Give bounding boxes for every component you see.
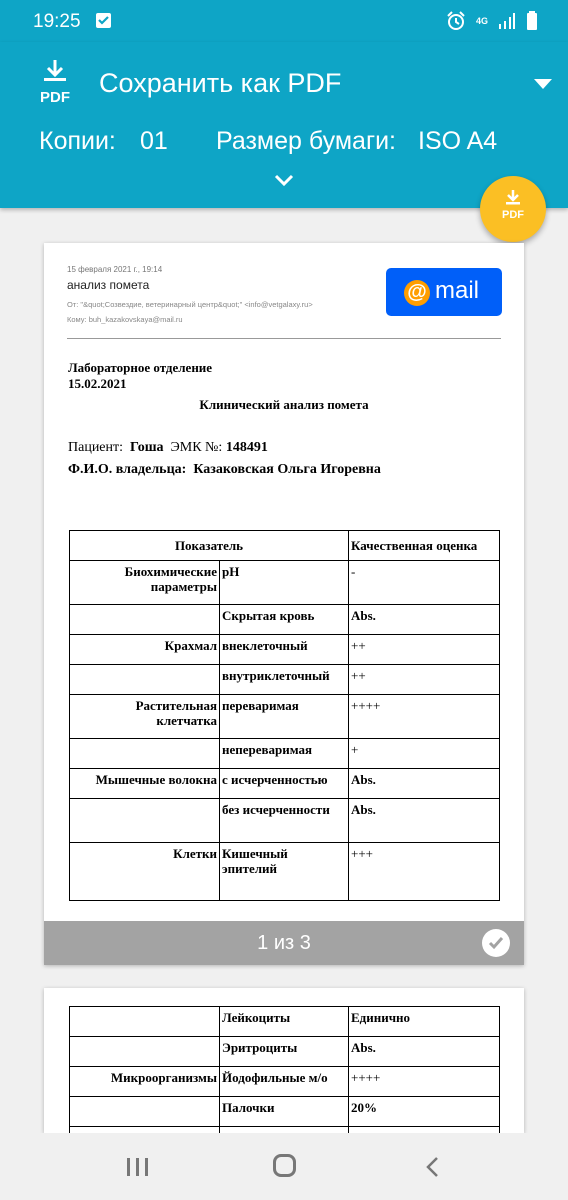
table-cell: внеклеточный bbox=[220, 635, 349, 665]
table-cell bbox=[70, 1037, 220, 1067]
paper-size-label: Размер бумаги: bbox=[216, 127, 396, 155]
download-icon bbox=[501, 190, 525, 210]
table-cell: Лейкоциты bbox=[220, 1007, 349, 1037]
table-cell: Микроорганизмы bbox=[70, 1067, 220, 1097]
table-row bbox=[70, 1067, 500, 1097]
save-pdf-label: PDF bbox=[502, 209, 524, 221]
patient-label: Пациент: bbox=[68, 440, 124, 455]
table-row bbox=[70, 665, 500, 695]
email-subject: анализ помета bbox=[67, 278, 150, 292]
table-cell: внутриклеточный bbox=[220, 665, 349, 695]
status-time: 19:25 bbox=[33, 11, 81, 32]
table-cell: без исчерченности bbox=[220, 799, 349, 843]
table-row bbox=[70, 843, 500, 901]
report-date: 15.02.2021 bbox=[68, 376, 127, 391]
network-type: 4G bbox=[475, 15, 488, 26]
email-divider bbox=[67, 338, 501, 339]
table-cell: Клетки bbox=[70, 843, 220, 901]
page-indicator-bar[interactable] bbox=[44, 921, 524, 965]
table-row bbox=[70, 1097, 500, 1127]
print-options-header bbox=[0, 42, 568, 208]
table-cell: - bbox=[349, 561, 500, 605]
table-cell: Abs. bbox=[349, 799, 500, 843]
patient-name: Гоша bbox=[130, 440, 164, 455]
lab-department: Лабораторное отделение bbox=[68, 360, 213, 375]
table-cell bbox=[70, 605, 220, 635]
page-selected-check-icon[interactable] bbox=[482, 929, 510, 957]
copies-value[interactable]: 01 bbox=[140, 127, 168, 155]
table-cell: 20% bbox=[349, 1097, 500, 1127]
signal-icon bbox=[498, 12, 516, 30]
table-header-row bbox=[70, 531, 500, 561]
back-icon[interactable] bbox=[425, 1156, 439, 1183]
paper-size-value[interactable]: ISO A4 bbox=[418, 127, 498, 155]
status-icons bbox=[446, 10, 538, 32]
email-date: 15 февраля 2021 г., 19:14 bbox=[67, 265, 163, 274]
table-cell: Abs. bbox=[349, 769, 500, 799]
table-cell: Abs. bbox=[349, 1037, 500, 1067]
table-cell bbox=[70, 665, 220, 695]
table-cell: ++++ bbox=[349, 1067, 500, 1097]
table-header-assessment: Качественная оценка bbox=[349, 531, 500, 561]
owner-name: Казаковская Ольга Игоревна bbox=[193, 462, 381, 477]
table-row bbox=[70, 605, 500, 635]
owner-line bbox=[68, 462, 381, 478]
table-cell: +++ bbox=[349, 843, 500, 901]
mail-logo-at: @ bbox=[404, 280, 430, 306]
alarm-icon bbox=[446, 11, 466, 31]
pdf-download-icon bbox=[36, 60, 74, 106]
printer-dropdown-arrow-icon[interactable] bbox=[534, 79, 552, 89]
emk-label: ЭМК №: bbox=[170, 440, 223, 455]
copies-label: Копии: bbox=[39, 127, 116, 155]
table-cell: ++++ bbox=[349, 695, 500, 739]
save-pdf-button[interactable] bbox=[480, 176, 546, 242]
table-row bbox=[70, 1007, 500, 1037]
recent-apps-icon[interactable] bbox=[127, 1158, 149, 1176]
table-cell: Биохимические параметры bbox=[70, 561, 220, 605]
results-table bbox=[69, 530, 500, 901]
table-cell: ++ bbox=[349, 665, 500, 695]
report-title: Клинический анализ помета bbox=[199, 397, 369, 412]
mail-logo-text: mail bbox=[435, 277, 480, 304]
table-cell: Единично bbox=[349, 1007, 500, 1037]
page-preview-1[interactable] bbox=[44, 243, 524, 965]
owner-label: Ф.И.О. владельца: bbox=[68, 462, 187, 477]
table-row bbox=[70, 635, 500, 665]
table-cell: Мышечные волокна bbox=[70, 769, 220, 799]
table-row bbox=[70, 799, 500, 843]
email-to: Кому: buh_kazakovskaya@mail.ru bbox=[67, 315, 183, 324]
table-cell: непереваримая bbox=[220, 739, 349, 769]
expand-options-chevron-down-icon[interactable] bbox=[274, 173, 294, 191]
page-counter: 1 из 3 bbox=[257, 932, 311, 954]
email-from: От: "&quot;Созвездие, ветеринарный центр&quot;" <info@vetgalaxy.ru> bbox=[67, 300, 313, 309]
table-cell: Йодофильные м/о bbox=[220, 1067, 349, 1097]
table-cell: Abs. bbox=[349, 605, 500, 635]
status-bar bbox=[0, 0, 568, 42]
table-row bbox=[70, 695, 500, 739]
mail-logo bbox=[386, 268, 502, 316]
home-icon[interactable] bbox=[273, 1154, 296, 1177]
svg-text:PDF: PDF bbox=[40, 89, 70, 106]
system-navigation-bar bbox=[0, 1133, 568, 1200]
table-row bbox=[70, 769, 500, 799]
page-preview-2[interactable] bbox=[44, 988, 524, 1133]
notification-check-icon bbox=[96, 13, 111, 28]
table-row bbox=[70, 739, 500, 769]
table-cell: ++ bbox=[349, 635, 500, 665]
table-cell: + bbox=[349, 739, 500, 769]
table-cell bbox=[70, 1007, 220, 1037]
table-row bbox=[70, 561, 500, 605]
emk-value: 148491 bbox=[225, 440, 268, 455]
table-cell: Эритроциты bbox=[220, 1037, 349, 1067]
printer-selector[interactable]: Сохранить как PDF bbox=[99, 68, 342, 98]
table-row bbox=[70, 1037, 500, 1067]
patient-line bbox=[68, 440, 268, 456]
table-cell: pH bbox=[220, 561, 349, 605]
table-header-indicator: Показатель bbox=[70, 531, 349, 561]
table-cell bbox=[70, 1097, 220, 1127]
battery-icon bbox=[526, 11, 538, 31]
table-cell: Крахмал bbox=[70, 635, 220, 665]
table-cell: Палочки bbox=[220, 1097, 349, 1127]
table-cell: с исчерченностью bbox=[220, 769, 349, 799]
table-cell: переваримая bbox=[220, 695, 349, 739]
table-cell: Скрытая кровь bbox=[220, 605, 349, 635]
table-cell: Кишечный эпителий bbox=[220, 843, 349, 901]
table-cell: Растительная клетчатка bbox=[70, 695, 220, 739]
table-cell bbox=[70, 799, 220, 843]
table-cell bbox=[70, 739, 220, 769]
